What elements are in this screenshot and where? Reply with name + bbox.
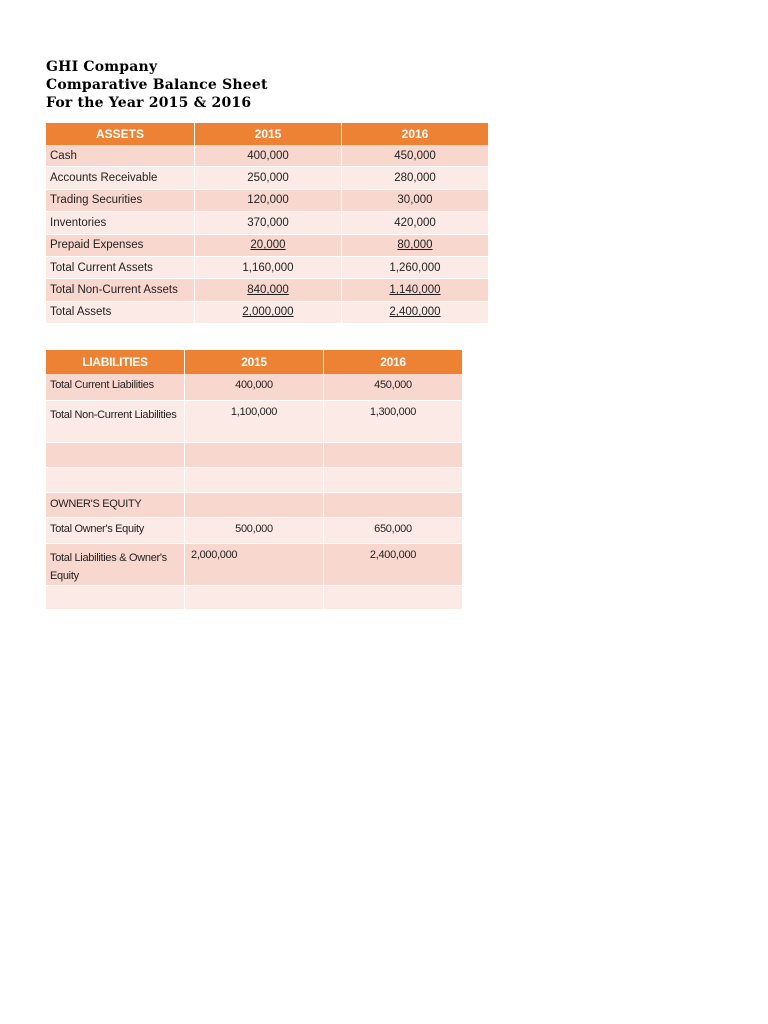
table-row xyxy=(46,374,463,400)
assets-table xyxy=(46,123,489,324)
row-label xyxy=(46,467,185,492)
value-2016: 1,140,000 xyxy=(389,284,441,297)
row-label: Accounts Receivable xyxy=(46,167,195,189)
value-2016 xyxy=(324,467,463,492)
row-label: Prepaid Expenses xyxy=(46,234,195,256)
year-2016-header: 2016 xyxy=(342,123,489,145)
year-2015-header: 2015 xyxy=(185,350,324,374)
value-2015 xyxy=(185,442,324,467)
value-2016 xyxy=(324,585,463,609)
liabilities-table xyxy=(46,350,463,610)
value-2016: 450,000 xyxy=(342,145,489,167)
row-label: Total Non-Current Liabilities xyxy=(46,400,185,442)
table-row xyxy=(46,517,463,543)
row-label: Trading Securities xyxy=(46,189,195,211)
assets-header-row xyxy=(46,123,489,145)
report-title: Comparative Balance Sheet xyxy=(46,77,268,93)
report-period: For the Year 2015 & 2016 xyxy=(46,95,252,111)
value-2015: 500,000 xyxy=(185,517,324,543)
value-2015 xyxy=(185,492,324,517)
table-row xyxy=(46,492,463,517)
assets-header: ASSETS xyxy=(46,123,195,145)
value-2015: 2,000,000 xyxy=(242,306,294,319)
table-row xyxy=(46,543,463,585)
value-2015: 1,100,000 xyxy=(185,400,324,442)
value-2016: 30,000 xyxy=(342,189,489,211)
document-heading xyxy=(46,58,268,112)
row-label xyxy=(46,585,185,609)
value-2015: 20,000 xyxy=(250,239,286,252)
value-2016: 1,300,000 xyxy=(324,400,463,442)
row-label: Total Non-Current Assets xyxy=(46,279,195,301)
value-2015: 2,000,000 xyxy=(185,543,324,585)
year-2016-header: 2016 xyxy=(324,350,463,374)
section-label-owners-equity: OWNER'S EQUITY xyxy=(46,492,185,517)
value-2015: 840,000 xyxy=(247,284,289,297)
row-label: Total Liabilities & Owner's Equity xyxy=(46,543,185,585)
value-2015 xyxy=(185,467,324,492)
table-row xyxy=(46,145,489,167)
value-2015 xyxy=(185,585,324,609)
table-row xyxy=(46,167,489,189)
row-label: Total Owner's Equity xyxy=(46,517,185,543)
table-row xyxy=(46,585,463,609)
value-2016: 80,000 xyxy=(397,239,433,252)
value-2016: 1,260,000 xyxy=(342,256,489,278)
value-2016: 2,400,000 xyxy=(389,306,441,319)
row-label: Total Assets xyxy=(46,301,195,323)
year-2015-header: 2015 xyxy=(195,123,342,145)
value-2016: 2,400,000 xyxy=(324,543,463,585)
value-2015: 370,000 xyxy=(195,212,342,234)
table-row xyxy=(46,212,489,234)
table-row xyxy=(46,189,489,211)
table-row xyxy=(46,279,489,301)
table-row xyxy=(46,234,489,256)
liabilities-header-row xyxy=(46,350,463,374)
value-2016 xyxy=(324,442,463,467)
value-2015: 1,160,000 xyxy=(195,256,342,278)
value-2015: 400,000 xyxy=(195,145,342,167)
table-row xyxy=(46,467,463,492)
value-2015: 120,000 xyxy=(195,189,342,211)
row-label: Inventories xyxy=(46,212,195,234)
row-label: Cash xyxy=(46,145,195,167)
table-row xyxy=(46,442,463,467)
value-2015: 250,000 xyxy=(195,167,342,189)
liabilities-header: LIABILITIES xyxy=(46,350,185,374)
value-2016 xyxy=(324,492,463,517)
value-2015: 400,000 xyxy=(185,374,324,400)
value-2016: 650,000 xyxy=(324,517,463,543)
table-row xyxy=(46,301,489,323)
row-label xyxy=(46,442,185,467)
value-2016: 280,000 xyxy=(342,167,489,189)
table-row xyxy=(46,400,463,442)
row-label: Total Current Liabilities xyxy=(46,374,185,400)
table-row xyxy=(46,256,489,278)
value-2016: 450,000 xyxy=(324,374,463,400)
value-2016: 420,000 xyxy=(342,212,489,234)
row-label: Total Current Assets xyxy=(46,256,195,278)
company-name: GHI Company xyxy=(46,59,158,75)
